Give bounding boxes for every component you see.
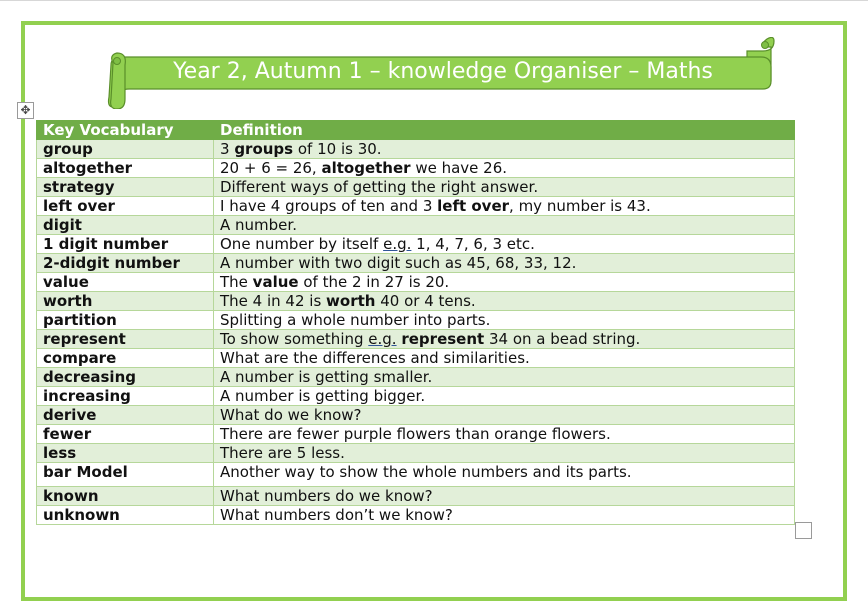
vocab-term: digit xyxy=(37,216,214,235)
vocab-term: partition xyxy=(37,311,214,330)
table-row xyxy=(37,349,795,368)
definition-segment: 40 or 4 tens. xyxy=(375,292,476,310)
definition-segment: Different ways of getting the right answer. xyxy=(220,178,539,196)
table-move-handle[interactable]: ✥ xyxy=(17,102,34,119)
definition-segment: of 10 is 30. xyxy=(293,140,382,158)
definition-segment: groups xyxy=(234,140,294,158)
definition-segment: To show something xyxy=(220,330,369,348)
definition-segment: 1, 4, 7, 6, 3 etc. xyxy=(411,235,535,253)
vocab-term: fewer xyxy=(37,425,214,444)
header-definition: Definition xyxy=(214,121,795,140)
vocab-term: altogether xyxy=(37,159,214,178)
definition-segment: of the 2 in 27 is 20. xyxy=(298,273,450,291)
definition-segment: What numbers do we know? xyxy=(220,487,433,505)
definition-segment: represent xyxy=(401,330,485,348)
table-resize-handle[interactable] xyxy=(795,522,812,539)
definition-segment: Splitting a whole number into parts. xyxy=(220,311,491,329)
table-row xyxy=(37,292,795,311)
table-row xyxy=(37,506,795,525)
vocab-term: decreasing xyxy=(37,368,214,387)
table-row xyxy=(37,311,795,330)
vocab-term: value xyxy=(37,273,214,292)
vocab-definition xyxy=(214,463,795,487)
page-title: Year 2, Autumn 1 – knowledge Organiser – Maths xyxy=(173,59,713,84)
definition-segment: There are fewer purple flowers than orange flowers. xyxy=(220,425,611,443)
definition-segment: e.g. xyxy=(368,330,397,348)
vocab-definition xyxy=(214,387,795,406)
vocab-definition xyxy=(214,506,795,525)
vocab-term: derive xyxy=(37,406,214,425)
definition-segment: What do we know? xyxy=(220,406,362,424)
definition-segment: altogether xyxy=(321,159,411,177)
vocab-term: 1 digit number xyxy=(37,235,214,254)
table-row xyxy=(37,487,795,506)
vocab-term: increasing xyxy=(37,387,214,406)
page-top-rule xyxy=(0,0,868,1)
table-row xyxy=(37,197,795,216)
table-row xyxy=(37,178,795,197)
vocab-term: bar Model xyxy=(37,463,214,487)
vocab-definition xyxy=(214,273,795,292)
definition-segment: What are the differences and similarities. xyxy=(220,349,530,367)
vocab-definition xyxy=(214,349,795,368)
definition-segment: 34 on a bead string. xyxy=(484,330,641,348)
vocab-definition xyxy=(214,292,795,311)
definition-segment: , my number is 43. xyxy=(509,197,651,215)
table-row xyxy=(37,406,795,425)
vocabulary-table xyxy=(36,120,795,525)
vocab-term: less xyxy=(37,444,214,463)
definition-segment: 20 + 6 = 26, xyxy=(220,159,322,177)
vocab-definition xyxy=(214,216,795,235)
definition-segment: left over xyxy=(437,197,510,215)
vocab-term: known xyxy=(37,487,214,506)
vocab-definition xyxy=(214,178,795,197)
definition-segment: I have 4 groups of ten and 3 xyxy=(220,197,438,215)
table-row xyxy=(37,330,795,349)
vocab-definition xyxy=(214,406,795,425)
table-row xyxy=(37,444,795,463)
table-row xyxy=(37,159,795,178)
vocab-definition xyxy=(214,159,795,178)
vocab-term: compare xyxy=(37,349,214,368)
table-header-row xyxy=(37,121,795,140)
vocab-definition xyxy=(214,425,795,444)
definition-segment: e.g. xyxy=(383,235,412,253)
definition-segment: A number. xyxy=(220,216,297,234)
table-row xyxy=(37,140,795,159)
definition-segment: A number is getting smaller. xyxy=(220,368,433,386)
definition-segment: we have 26. xyxy=(410,159,508,177)
vocabulary-table-body xyxy=(37,140,795,525)
vocab-term: left over xyxy=(37,197,214,216)
table-row xyxy=(37,254,795,273)
vocab-definition xyxy=(214,254,795,273)
vocab-definition xyxy=(214,368,795,387)
definition-segment: The 4 in 42 is xyxy=(220,292,327,310)
vocab-term: worth xyxy=(37,292,214,311)
vocab-definition xyxy=(214,444,795,463)
vocab-definition xyxy=(214,140,795,159)
vocab-term: unknown xyxy=(37,506,214,525)
definition-segment: worth xyxy=(326,292,376,310)
vocab-definition xyxy=(214,235,795,254)
vocab-definition xyxy=(214,487,795,506)
table-row xyxy=(37,235,795,254)
vocab-definition xyxy=(214,197,795,216)
definition-segment: One number by itself xyxy=(220,235,384,253)
vocab-term: strategy xyxy=(37,178,214,197)
table-row xyxy=(37,425,795,444)
table-row xyxy=(37,368,795,387)
table-row xyxy=(37,216,795,235)
definition-segment: 3 xyxy=(220,140,235,158)
vocab-term: 2-didgit number xyxy=(37,254,214,273)
table-row xyxy=(37,273,795,292)
definition-segment: Another way to show the whole numbers and its parts. xyxy=(220,463,632,481)
definition-segment: value xyxy=(252,273,299,291)
definition-segment: A number with two digit such as 45, 68, 33, 12. xyxy=(220,254,577,272)
table-row xyxy=(37,387,795,406)
header-key-vocabulary: Key Vocabulary xyxy=(37,121,214,140)
definition-segment: The xyxy=(220,273,253,291)
definition-segment: A number is getting bigger. xyxy=(220,387,426,405)
definition-segment: There are 5 less. xyxy=(220,444,345,462)
vocab-definition xyxy=(214,311,795,330)
table-row xyxy=(37,463,795,487)
vocab-term: represent xyxy=(37,330,214,349)
vocab-definition xyxy=(214,330,795,349)
vocab-term: group xyxy=(37,140,214,159)
definition-segment: What numbers don’t we know? xyxy=(220,506,453,524)
